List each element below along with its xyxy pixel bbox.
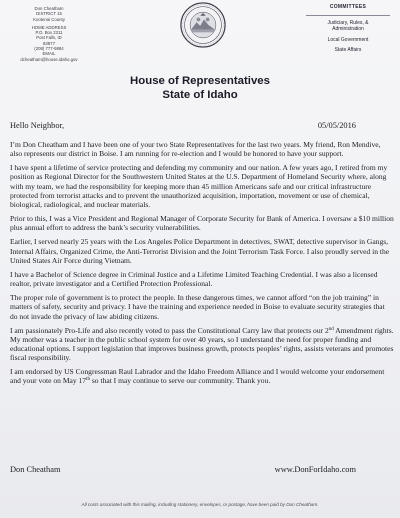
paragraph-pro-life — [10, 326, 394, 363]
paragraph-bank-of-america: Prior to this, I was a Vice President and Regional Manager of Corporate Security for Bank of America. I oversaw a $10 million plus annual effort to address the bank’s security vulnerabilities. — [10, 214, 394, 233]
sender-address-block — [8, 6, 90, 62]
paragraph-pro-life-text-b: Amendment rights. My mother was a teacher in the public school system for over 40 years, so I understand the need for proper funding and educational options. I support legislation that improves business growth, protects peoples’ rights, assists veterans and promotes fiscal responsibility. — [10, 325, 394, 363]
website-link[interactable]: www.DonForIdaho.com — [274, 465, 356, 474]
paragraph-homeland-security: I have spent a lifetime of service protecting and defending my community and our nation. A few years ago, I retired from my position as Regional Director for the Southwestern United States at the U.S. Department of Homeland Security where, along with my team, we had the responsibility for keeping more than 45 million Americans safe and our critical infrastructure protected from terrorist attacks and to prevent the unauthorized acquisition, importation, movement or use of chemical, biological, radiological, and nuclear materials. — [10, 163, 388, 209]
phone-number: (208) 777-9884 — [34, 46, 64, 52]
committee-item-local-government: Local Government — [327, 36, 369, 43]
paid-for-disclaimer: All costs associated with this mailing, including stationery, envelopes, or postage, have been paid by Don Cheatham. — [81, 502, 319, 507]
home-address-heading: HOME ADDRESS — [31, 24, 67, 30]
letter-date: 05/05/2016 — [317, 121, 356, 130]
signature-name: Don Cheatham — [10, 465, 61, 474]
committee-item-judiciary: Judiciary, Rules, & — [327, 20, 369, 27]
letterhead-line-2: State of Idaho — [162, 89, 238, 101]
paragraph-pro-life-text-a: I am passionately Pro-Life and also recently voted to pass the Constitutional Carry law that protects our 2 — [10, 325, 329, 335]
committee-item-state-affairs: State Affairs — [334, 46, 362, 53]
email-address: dcheatham@house.idaho.gov — [20, 56, 78, 62]
letterhead-line-1: House of Representatives — [130, 75, 270, 87]
address-line-2: Post Falls, ID — [36, 35, 62, 41]
address-line-1: P.O. Box 2311 — [35, 30, 63, 36]
paragraph-endorsement-text-b: so that I may continue to serve our community. Thank you. — [89, 376, 271, 386]
committees-heading: COMMITTEES — [329, 4, 367, 10]
address-line-3: 83877 — [43, 40, 55, 46]
paragraph-role-of-government: The proper role of government is to protect the people. In these dangerous times, we cannot afford “on the job training” in matters of safety, security and privacy. I have the training and experience needed in Boise to evaluate security strategies that do not invade the privacy of law abiding citizens. — [10, 293, 385, 321]
sender-district: DISTRICT 15 — [36, 11, 62, 17]
committees-divider — [306, 15, 390, 16]
paragraph-intro: I’m Don Cheatham and I have been one of your two State Representatives for the last two years. My friend, Ron Mendive, also represents our district in Boise. I am running for re-election and I would be honored to have your support. — [10, 140, 381, 159]
email-label: EMAIL — [42, 51, 56, 57]
committees-block — [300, 4, 396, 53]
paragraph-lapd: Earlier, I served nearly 25 years with the Los Angeles Police Department in detectives, SWAT, detective supervisor in Gangs, Internal Affairs, Organized Crime, the Anti-Terrorist Division and the Joint Terrorism Task Force. I also proudly served in the United States Air Force during Vietnam. — [10, 237, 390, 265]
committee-item-administration: Administration — [332, 26, 364, 33]
superscript-nd: nd — [328, 326, 334, 332]
letter-body — [10, 140, 394, 391]
salutation: Hello Neighbor, — [10, 121, 65, 130]
idaho-state-seal-icon — [180, 2, 226, 48]
sender-county: Kootenai County — [33, 16, 65, 22]
superscript-th: th — [86, 377, 90, 383]
paragraph-endorsement — [10, 367, 394, 385]
sender-name: Don Cheatham — [34, 6, 64, 11]
letterhead-title — [0, 74, 400, 102]
paragraph-endorsement-text-a: I am endorsed by US Congressman Raul Labrador and the Idaho Freedom Alliance and I would welcome your endorsement and your vote on May 17 — [10, 367, 385, 386]
paragraph-education: I have a Bachelor of Science degree in Criminal Justice and a Lifetime Limited Teaching Credential. I was also a licensed realtor, private investigator and a Certified Protection Professional. — [10, 269, 378, 289]
